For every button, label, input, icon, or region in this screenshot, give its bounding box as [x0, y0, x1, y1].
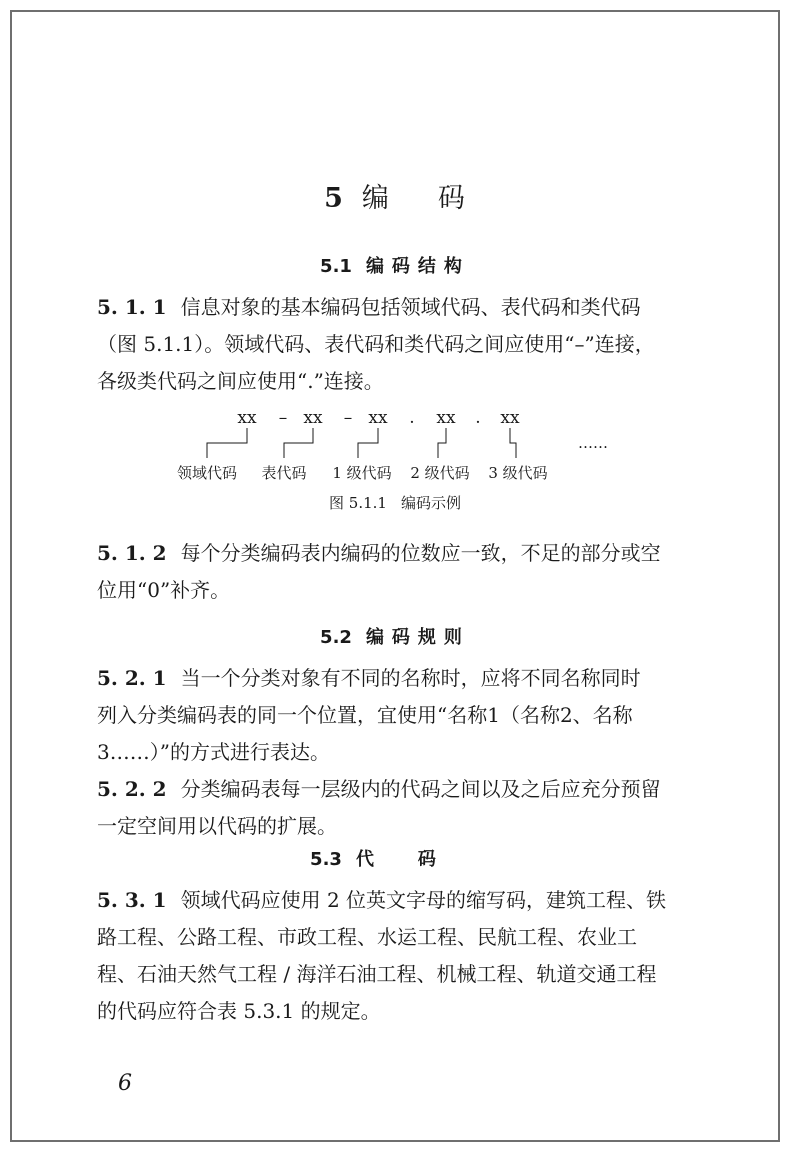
chapter-title-char-1: 编 — [361, 183, 390, 214]
code-segment: xx — [436, 408, 456, 428]
clause-number: 5. 2. 2 — [97, 777, 167, 801]
figure-caption-title: 编码示例 — [400, 494, 461, 512]
section-title: 编码结构 — [365, 256, 470, 277]
section-number: 5.3 — [310, 849, 342, 870]
clause-line: 分类编码表每一层级内的代码之间以及之后应充分预留 — [180, 777, 661, 801]
clause-line: 各级类代码之间应使用“.”连接。 — [97, 369, 384, 393]
code-separator: – — [278, 408, 288, 428]
clause-5-1-2 — [97, 535, 697, 609]
segment-label: 2 级代码 — [410, 464, 470, 482]
code-segment: xx — [368, 408, 388, 428]
segment-label: 表代码 — [261, 464, 307, 482]
figure-caption-number: 图 5.1.1 — [329, 494, 387, 512]
chapter-title — [0, 176, 790, 215]
page-number: 6 — [118, 1071, 132, 1096]
ellipsis: …… — [578, 434, 608, 452]
clause-number: 5. 1. 1 — [97, 295, 167, 319]
code-separator: . — [475, 408, 481, 428]
section-number: 5.1 — [320, 256, 352, 277]
section-heading-5-3 — [0, 845, 790, 871]
clause-line: 一定空间用以代码的扩展。 — [97, 814, 337, 838]
clause-line: 路工程、公路工程、市政工程、水运工程、民航工程、农业工 — [97, 925, 637, 949]
clause-line: 程、石油天然气工程 / 海洋石油工程、机械工程、轨道交通工程 — [97, 962, 657, 986]
segment-label: 3 级代码 — [488, 464, 548, 482]
clause-5-2-2 — [97, 771, 697, 845]
segment-label: 领域代码 — [176, 464, 238, 482]
clause-line: 位用“0”补齐。 — [97, 578, 231, 602]
figure-caption — [0, 492, 790, 513]
clause-5-3-1 — [97, 882, 697, 1030]
code-segment: xx — [500, 408, 520, 428]
clause-line: 每个分类编码表内编码的位数应一致，不足的部分或空 — [180, 541, 661, 565]
clause-number: 5. 3. 1 — [97, 888, 167, 912]
code-segment: xx — [237, 408, 257, 428]
clause-line: 列入分类编码表的同一个位置，宜使用“名称1（名称2、名称 — [97, 703, 633, 727]
section-title: 编码规则 — [365, 627, 470, 648]
code-separator: – — [343, 408, 353, 428]
segment-label: 1 级代码 — [332, 464, 392, 482]
clause-line: （图 5.1.1）。领域代码、表代码和类代码之间应使用“–”连接， — [97, 332, 655, 356]
clause-number: 5. 2. 1 — [97, 666, 167, 690]
section-heading-5-1 — [0, 252, 790, 278]
chapter-number: 5 — [324, 183, 344, 214]
section-number: 5.2 — [320, 627, 352, 648]
chapter-title-char-2: 码 — [437, 183, 466, 214]
clause-line: 信息对象的基本编码包括领域代码、表代码和类代码 — [180, 295, 641, 319]
code-segment: xx — [303, 408, 323, 428]
clause-line: 当一个分类对象有不同的名称时，应将不同名称同时 — [180, 666, 641, 690]
clause-5-1-1 — [97, 289, 697, 400]
clause-line: 领域代码应使用 2 位英文字母的缩写码，建筑工程、铁 — [180, 888, 667, 912]
section-heading-5-2 — [0, 623, 790, 649]
code-separator: . — [409, 408, 415, 428]
clause-number: 5. 1. 2 — [97, 541, 167, 565]
clause-5-2-1 — [97, 660, 697, 771]
clause-line: 的代码应符合表 5.3.1 的规定。 — [97, 999, 381, 1023]
section-title: 代码 — [355, 849, 480, 870]
clause-line: 3……）”的方式进行表达。 — [97, 740, 330, 764]
